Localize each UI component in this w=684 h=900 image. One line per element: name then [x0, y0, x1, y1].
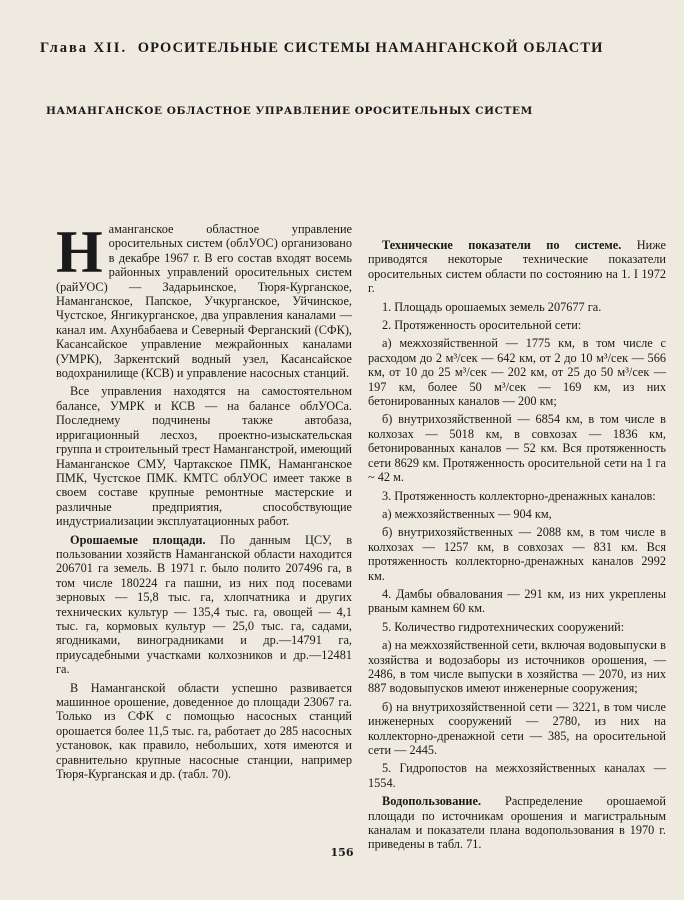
list-item: 5. Количество гидротехнических сооружений: — [382, 619, 625, 634]
chapter-number: Глава XII. — [40, 40, 128, 56]
intro-paragraph — [56, 219, 352, 381]
chapter-heading — [40, 40, 640, 57]
water-use-paragraph — [368, 794, 666, 852]
management-paragraph: Все управления находятся на самостоятельном балансе, УМРК и КСВ — на балансе облУОСа. Последнему подчинены также автобаза, ирригационный лесхоз, проектно-изыскательская группа и строительный трест Наманганстрой, имеющий Наманганское СМУ, Чартакское ПМК, Наманганское ПМК, Чустское ПМК. КМТС облУОС имеет также в своем составе крупные ремонтные мастерские и различные предприятия, способствующие индустриализации эксплуатационных работ. — [56, 384, 352, 529]
technical-text: Ниже приводятся некоторые технические показатели оросительных систем области по состоянию на 1. I 1972 г. — [368, 238, 666, 296]
list-item: 3. Протяженность коллекторно-дренажных каналов: — [382, 488, 656, 503]
list-item: б) внутрихозяйственных — 2088 км, в том числе в колхозах — 1257 км, в совхозах — 831 км. Вся протяженность коллекторно-дренажных каналов 2992 км. — [368, 525, 666, 583]
drop-cap: Н — [56, 219, 103, 285]
right-column — [368, 238, 666, 856]
technical-heading: Технические показатели по системе. — [382, 238, 622, 252]
list-item: а) межхозяйственных — 904 км, — [382, 506, 552, 521]
machine-irrigation-paragraph: В Наманганской области успешно развивается машинное орошение, доведенное до площади 23067 га. Только из СФК с помощью насосных станций орошается более 11,5 тыс. га, работает до 285 насосных установок, как правило, небольших, хотя имеются и сравнительно крупные насосные станции, например Тюря-Курганская и др. (табл. 70). — [56, 680, 352, 782]
list-item: б) на внутрихозяйственной сети — 3221, в том числе инженерных сооружений — 2780, из них на коллекторно-дренажной сети — 385, на оросительной сети — 2445. — [368, 699, 666, 757]
list-item: а) межхозяйственной — 1775 км, в том числе с расходом до 2 м³/сек — 642 км, от 2 до 10 м³/сек — 566 км, от 10 до 25 м³/сек — 202 км, от 25 до 50 м³/сек — 197 км, более 50 м³/сек — 169 км, из них бетонированных каналов — 200 км; — [368, 336, 666, 409]
chapter-title: ОРОСИТЕЛЬНЫЕ СИСТЕМЫ НАМАНГАНСКОЙ ОБЛАСТИ — [137, 40, 604, 56]
irrigated-areas-paragraph — [56, 533, 352, 677]
list-item: б) внутрихозяйственной — 6854 км, в том числе в колхозах — 5018 км, в совхозах — 1836 км, бетонированных каналов — 52 км. Вся протяженность сети 8629 км. Протяженность оросительной сети на 1 га ~ 42 м. — [368, 412, 666, 485]
water-use-text: Распределение орошаемой площади по источникам орошения и магистральным каналам и показатели плана водопользования в 1970 г. приведены в табл. 71. — [368, 794, 666, 852]
irrigated-areas-text: По данным ЦСУ, в пользовании хозяйств Наманганской области находится 206701 га земель. В 1971 г. было полито 207496 га, в том числе 180224 га пашни, из них под посевами зерновых — 15,8 тыс. га, хлопчатника и других технических культур — 135,4 тыс. га, овощей — 4,1 тыс. га, кормовых культур — 25,0 тыс. га, садами, ягодниками, виноградниками и др.—14791 га, приусадебными участками колхозников и др.—12481 га. — [56, 532, 353, 677]
list-item: 5. Гидропостов на межхозяйственных каналах — 1554. — [368, 761, 666, 790]
technical-paragraph — [368, 238, 666, 296]
intro-text: аманганское областное управление оросительных систем (облУОС) организовано в декабре 1967 г. В его состав входят восемь районных управлений оросительных систем (райУОС) — Задарьинское, Тюря-Курганское, Наманганское, Папское, Учкурганское, Уйчинское, Чустское, Янгикурганское, два управления каналами — канал им. Ахунбабаева и Северный Ферганский (СФК), Касансайское управление межрайонных каналами (УМРК), Заркентский водный узел, Касансайское водохранилище (КСВ) и управление насосных станций. — [56, 222, 352, 381]
page-number: 156 — [330, 846, 354, 859]
section-title: НАМАНГАНСКОЕ ОБЛАСТНОЕ УПРАВЛЕНИЕ ОРОСИТЕЛЬНЫХ СИСТЕМ — [46, 105, 533, 117]
list-item: 1. Площадь орошаемых земель 207677 га. — [382, 299, 602, 314]
list-item: а) на межхозяйственной сети, включая водовыпуски в хозяйства и водозаборы из источников орошения, — 2486, в том числе выпуски в хозяйства — 2070, из них 887 водовыпусков имеют инженерные сооружения; — [368, 638, 666, 696]
list-item: 4. Дамбы обвалования — 291 км, из них укреплены рваным камнем 60 км. — [368, 586, 666, 616]
left-column — [56, 219, 353, 785]
list-item: 2. Протяженность оросительной сети: — [382, 318, 582, 333]
water-use-heading: Водопользование. — [382, 794, 482, 809]
irrigated-areas-heading: Орошаемые площади. — [70, 532, 206, 547]
